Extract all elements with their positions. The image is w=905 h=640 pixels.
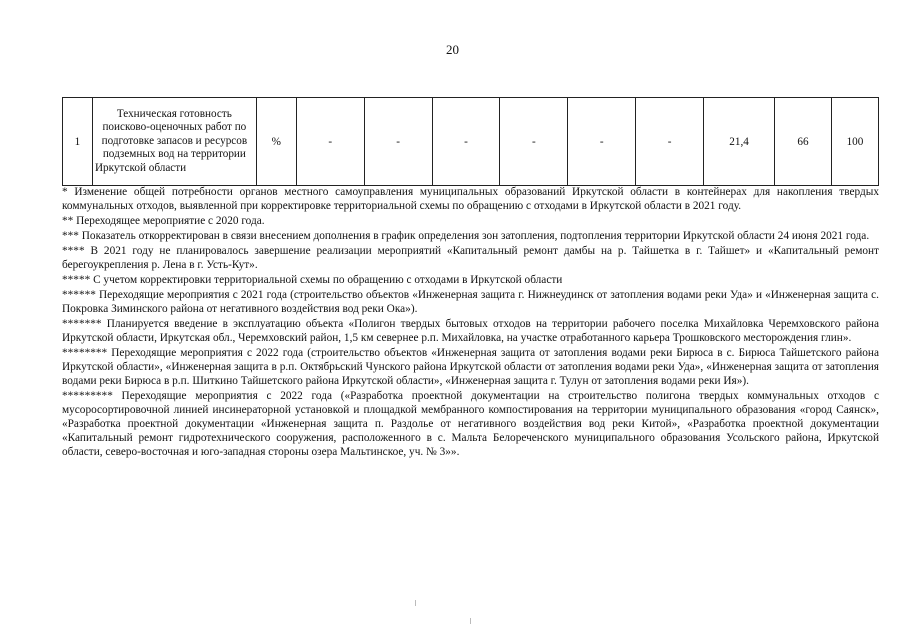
page-number: 20 bbox=[446, 42, 459, 57]
footnote: ** Переходящее мероприятие с 2020 года. bbox=[62, 215, 265, 227]
value-cell: - bbox=[636, 98, 704, 186]
footnote: ********* Переходящие мероприятия с 2022 года («Разработка проектной документации на строительство полигона твердых коммунальных отходов с мусоросортировочной линией инсинераторной установкой и площадкой мембранного компостирования на территории муниципального образования «город Саянск», «Разработка проектной документации «Инженерная защита п. Раздолье от негативного воздействия вод реки Китой», «Разработка проектной документации «Капитальный ремонт гидротехнического сооружения, расположенного в с. Мальта Белореченского муниципального образования Усольского района, Иркутской области, северо-восточная и юго-западная стороны озера Мальтинское, уч. № 3»». bbox=[62, 390, 879, 458]
row-index-cell: 1 bbox=[63, 98, 93, 186]
table-row bbox=[63, 98, 879, 186]
unit-cell: % bbox=[256, 98, 296, 186]
footnote: **** В 2021 году не планировалось завершение реализации мероприятий «Капитальный ремонт дамбы на р. Тайшетка в г. Тайшет» и «Капитальный ремонт берегоукрепления р. Лена в г. Усть-Кут». bbox=[62, 245, 879, 271]
footnote: ******* Планируется введение в эксплуатацию объекта «Полигон твердых бытовых отходов на территории рабочего поселка Михайловка Черемховского района Иркутской области, Иркутская обл., Черемховский район, 1,5 км севернее р.п. Михайловка, на участке отработанного карьера Трошковского месторождения глин». bbox=[62, 318, 879, 344]
value-cell: 100 bbox=[831, 98, 878, 186]
footnotes bbox=[62, 185, 879, 460]
footnote: * Изменение общей потребности органов местного самоуправления муниципальных образований Иркутской области в контейнерах для накопления твердых коммунальных отходов, выявленной при корректировке территориальной схемы по обращению с отходами в Иркутской области в 2021 году. bbox=[62, 186, 879, 212]
scan-mark bbox=[415, 600, 416, 606]
value-cell: - bbox=[500, 98, 568, 186]
footnote: ******** Переходящие мероприятия с 2022 года (строительство объектов «Инженерная защита от затопления водами реки Бирюса в с. Бирюса Тайшетского района Иркутской области», «Инженерная защита в р.п. Октябрьский Чунского района Иркутской области от затопления водами реки Уда», «Инженерная защита от затопления водами реки Бирюса в р.п. Шиткино Тайшетского района Иркутской области», «Инженерная защита г. Тулун от затопления водами реки Ия»). bbox=[62, 347, 879, 387]
scan-mark bbox=[470, 618, 471, 624]
footnote: *** Показатель откорректирован в связи внесением дополнения в график определения зон затопления, подтопления территории Иркутской области 24 июня 2021 года. bbox=[62, 230, 870, 242]
value-cell: - bbox=[432, 98, 500, 186]
indicators-table bbox=[62, 97, 879, 186]
value-cell: 21,4 bbox=[704, 98, 775, 186]
value-cell: - bbox=[568, 98, 636, 186]
footnote: ****** Переходящие мероприятия с 2021 года (строительство объектов «Инженерная защита г. Нижнеудинск от затопления водами реки Уда» и «Инженерная защита с. Покровка Зиминского района от негативного воздействия вод реки Ока»). bbox=[62, 289, 879, 315]
value-cell: - bbox=[364, 98, 432, 186]
value-cell: - bbox=[296, 98, 364, 186]
footnote: ***** С учетом корректировки территориальной схемы по обращению с отходами в Иркутской области bbox=[62, 274, 563, 286]
value-cell: 66 bbox=[775, 98, 832, 186]
indicator-name-cell: Техническая готовность поисково-оценочных работ по подготовке запасов и ресурсов подземных вод на территории Иркутской области bbox=[92, 98, 256, 186]
